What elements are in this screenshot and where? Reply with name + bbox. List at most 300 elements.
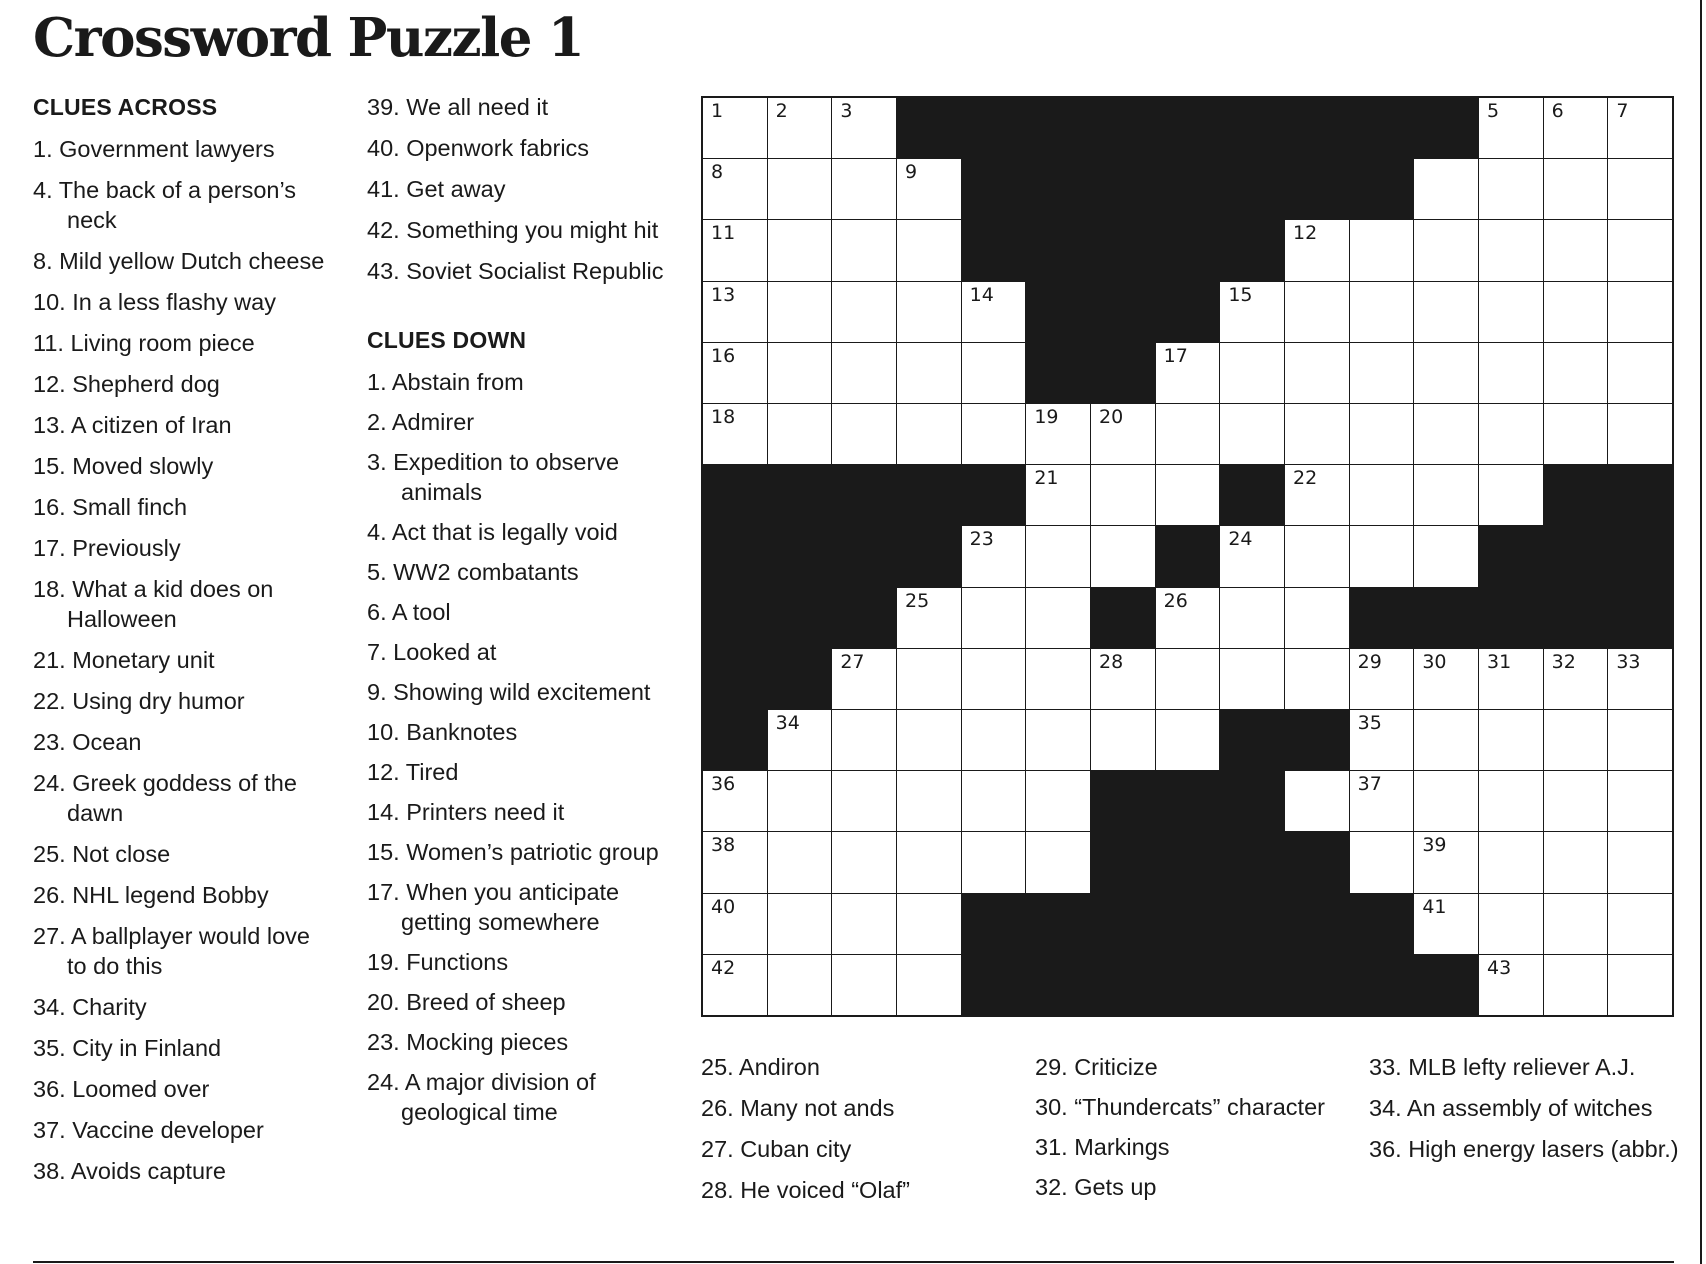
grid-cell[interactable] [1608,404,1672,464]
grid-cell[interactable] [1026,649,1090,709]
grid-block [1091,588,1155,648]
cell-number: 15 [1228,283,1253,306]
grid-cell[interactable] [1608,98,1672,158]
down-clue: 2. Admirer [367,409,475,435]
grid-cell[interactable] [1026,526,1090,586]
down-clue-list-continued [1035,1052,1335,1202]
grid-cell[interactable] [1285,465,1349,525]
grid-cell[interactable] [1156,710,1220,770]
grid-cell[interactable] [1479,832,1543,892]
grid-cell[interactable] [897,771,961,831]
grid-block [1156,771,1220,831]
grid-cell[interactable] [832,771,896,831]
grid-cell[interactable] [1414,832,1478,892]
grid-block [1091,832,1155,892]
grid-cell[interactable] [768,343,832,403]
grid-cell[interactable] [1350,526,1414,586]
grid-cell[interactable] [1479,465,1543,525]
grid-block [1220,955,1284,1015]
grid-cell[interactable] [832,832,896,892]
grid-cell[interactable] [1414,894,1478,954]
cell-number: 36 [711,773,736,796]
cell-number: 23 [969,528,994,551]
grid-cell[interactable] [832,343,896,403]
grid-cell[interactable] [1156,404,1220,464]
grid-cell[interactable] [897,649,961,709]
grid-block [1091,220,1155,280]
grid-cell[interactable] [1350,220,1414,280]
grid-block [1414,955,1478,1015]
grid-cell[interactable] [832,894,896,954]
grid-cell[interactable] [768,955,832,1015]
grid-cell[interactable] [897,710,961,770]
grid-cell[interactable] [1608,220,1672,280]
grid-block [1285,894,1349,954]
across-clue: 34. Charity [33,994,147,1020]
cell-number: 12 [1293,222,1318,245]
grid-cell[interactable] [1350,343,1414,403]
across-clue: 27. A ballplayer would love to do this [33,923,310,979]
grid-block [1026,98,1090,158]
grid-cell[interactable] [768,894,832,954]
grid-cell[interactable] [1350,404,1414,464]
grid-block [1220,159,1284,219]
grid-cell[interactable] [832,159,896,219]
across-clue: 23. Ocean [33,729,142,755]
grid-block [1544,465,1608,525]
grid-block [1156,832,1220,892]
down-clue: 28. He voiced “Olaf” [701,1177,910,1203]
grid-cell[interactable] [1414,526,1478,586]
grid-cell[interactable] [768,282,832,342]
grid-cell[interactable] [703,771,767,831]
across-clue: 43. Soviet Socialist Republic [367,258,664,284]
grid-cell[interactable] [1479,282,1543,342]
grid-block [897,465,961,525]
grid-cell[interactable] [1608,894,1672,954]
grid-block [1156,282,1220,342]
across-clue: 15. Moved slowly [33,453,214,479]
grid-block [1350,894,1414,954]
grid-block [1091,282,1155,342]
grid-block [1608,465,1672,525]
grid-cell[interactable] [1479,955,1543,1015]
grid-cell[interactable] [1091,526,1155,586]
grid-cell[interactable] [1414,404,1478,464]
across-heading: CLUES ACROSS [33,94,218,120]
grid-cell[interactable] [1220,404,1284,464]
grid-cell[interactable] [962,649,1026,709]
cell-number: 11 [711,222,736,245]
cell-number: 27 [840,650,865,673]
grid-cell[interactable] [1285,343,1349,403]
grid-cell[interactable] [1414,220,1478,280]
grid-block [703,710,767,770]
down-clues-column-5 [1369,1052,1679,1175]
grid-cell[interactable] [1544,159,1608,219]
across-clue: 22. Using dry humor [33,688,245,714]
grid-block [703,526,767,586]
grid-cell[interactable] [962,832,1026,892]
grid-block [832,465,896,525]
cell-number: 38 [711,834,736,857]
grid-cell[interactable] [832,220,896,280]
cell-number: 35 [1357,712,1382,734]
grid-block [768,649,832,709]
grid-cell[interactable] [962,710,1026,770]
cell-number: 17 [1163,344,1188,367]
across-clue-list-continued [367,92,687,286]
across-clue: 37. Vaccine developer [33,1117,264,1143]
grid-cell[interactable] [1091,710,1155,770]
grid-cell[interactable] [1544,404,1608,464]
grid-cell[interactable] [703,220,767,280]
grid-cell[interactable] [1414,159,1478,219]
grid-cell[interactable] [703,894,767,954]
grid-cell[interactable] [768,832,832,892]
grid-cell[interactable] [1544,710,1608,770]
grid-block [1285,710,1349,770]
grid-cell[interactable] [1608,282,1672,342]
right-edge-line [1700,0,1702,1264]
grid-block [1220,894,1284,954]
grid-cell[interactable] [1608,832,1672,892]
grid-cell[interactable] [1220,649,1284,709]
grid-cell[interactable] [1350,649,1414,709]
grid-cell[interactable] [1479,771,1543,831]
grid-block [1285,98,1349,158]
puzzle-title: Crossword Puzzle 1 [33,7,584,69]
cell-number: 9 [905,161,918,184]
across-clue: 21. Monetary unit [33,647,215,673]
cell-number: 21 [1034,467,1059,490]
down-clue: 1. Abstain from [367,369,524,395]
grid-block [962,159,1026,219]
grid-cell[interactable] [1156,343,1220,403]
across-clue: 42. Something you might hit [367,217,659,243]
grid-cell[interactable] [1091,404,1155,464]
grid-cell[interactable] [1608,771,1672,831]
grid-cell[interactable] [1285,771,1349,831]
bottom-divider [33,1261,1674,1263]
grid-block [1156,159,1220,219]
across-clue: 8. Mild yellow Dutch cheese [33,248,325,274]
grid-cell[interactable] [1350,282,1414,342]
down-clue: 7. Looked at [367,639,497,665]
grid-block [1091,771,1155,831]
grid-cell[interactable] [703,955,767,1015]
grid-cell[interactable] [1608,955,1672,1015]
across-clue: 10. In a less flashy way [33,289,276,315]
grid-cell[interactable] [1479,649,1543,709]
cell-number: 37 [1357,773,1382,796]
grid-cell[interactable] [832,404,896,464]
down-clues-column-3 [701,1052,1001,1216]
grid-block [1091,159,1155,219]
grid-cell[interactable] [962,771,1026,831]
grid-block [1091,955,1155,1015]
grid-cell[interactable] [1608,649,1672,709]
grid-block [1414,588,1478,648]
grid-cell[interactable] [1220,282,1284,342]
grid-cell[interactable] [1285,404,1349,464]
grid-cell[interactable] [1544,832,1608,892]
grid-cell[interactable] [768,220,832,280]
cell-number: 40 [711,895,736,918]
grid-cell[interactable] [1414,710,1478,770]
down-clue-list-continued [1369,1052,1679,1164]
grid-block [1156,526,1220,586]
grid-cell[interactable] [1026,771,1090,831]
grid-cell[interactable] [897,159,961,219]
grid-cell[interactable] [832,955,896,1015]
grid-block [897,98,961,158]
cell-number: 28 [1099,650,1124,673]
down-heading: CLUES DOWN [367,327,527,353]
down-clue: 4. Act that is legally void [367,519,618,545]
grid-block [832,588,896,648]
grid-cell[interactable] [1479,98,1543,158]
down-clue: 10. Banknotes [367,719,518,745]
down-clue: 20. Breed of sheep [367,989,566,1015]
grid-cell[interactable] [1156,588,1220,648]
cell-number: 39 [1422,834,1447,857]
down-clue: 19. Functions [367,949,509,975]
across-clues-column-1 [33,92,333,1197]
grid-cell[interactable] [1091,649,1155,709]
down-clue: 5. WW2 combatants [367,559,579,585]
grid-cell[interactable] [768,159,832,219]
grid-cell[interactable] [1285,220,1349,280]
grid-cell[interactable] [897,282,961,342]
grid-cell[interactable] [703,404,767,464]
cell-number: 1 [711,100,724,122]
down-clue: 12. Tired [367,759,459,785]
grid-block [1026,343,1090,403]
grid-block [1285,955,1349,1015]
grid-block [962,465,1026,525]
grid-cell[interactable] [703,282,767,342]
grid-block [703,588,767,648]
grid-cell[interactable] [1156,465,1220,525]
grid-cell[interactable] [1414,649,1478,709]
across-clue: 18. What a kid does on Halloween [33,576,274,632]
grid-cell[interactable] [897,955,961,1015]
grid-cell[interactable] [1479,220,1543,280]
clues-column-2 [367,92,687,1137]
grid-block [1608,588,1672,648]
cell-number: 16 [711,344,736,367]
grid-cell[interactable] [962,404,1026,464]
grid-cell[interactable] [1544,894,1608,954]
cell-number: 31 [1487,650,1512,673]
across-clue: 1. Government lawyers [33,136,275,162]
across-clue-list [33,134,333,1186]
grid-block [1156,894,1220,954]
grid-cell[interactable] [768,404,832,464]
grid-block [1026,282,1090,342]
down-clue: 23. Mocking pieces [367,1029,569,1055]
grid-cell[interactable] [1544,220,1608,280]
grid-cell[interactable] [897,588,961,648]
grid-cell[interactable] [1350,771,1414,831]
grid-cell[interactable] [768,98,832,158]
cell-number: 34 [775,712,800,734]
grid-block [768,526,832,586]
grid-block [1350,159,1414,219]
grid-cell[interactable] [897,343,961,403]
grid-cell[interactable] [1220,588,1284,648]
grid-block [897,526,961,586]
grid-cell[interactable] [768,771,832,831]
down-clue: 24. A major division of geological time [367,1069,596,1125]
grid-block [1479,588,1543,648]
down-clue: 30. “Thundercats” character [1035,1094,1325,1120]
grid-cell[interactable] [1544,955,1608,1015]
grid-cell[interactable] [897,404,961,464]
grid-cell[interactable] [832,98,896,158]
across-clue: 17. Previously [33,535,181,561]
grid-block [1156,955,1220,1015]
grid-cell[interactable] [703,98,767,158]
grid-block [1350,588,1414,648]
grid-cell[interactable] [897,894,961,954]
grid-block [703,649,767,709]
grid-block [1350,98,1414,158]
grid-cell[interactable] [1544,343,1608,403]
grid-cell[interactable] [1608,159,1672,219]
across-clue: 12. Shepherd dog [33,371,220,397]
down-clue: 17. When you anticipate getting somewhere [367,879,620,935]
grid-cell[interactable] [1091,465,1155,525]
grid-cell[interactable] [1479,894,1543,954]
grid-cell[interactable] [1479,404,1543,464]
grid-cell[interactable] [1285,649,1349,709]
grid-cell[interactable] [1479,159,1543,219]
grid-cell[interactable] [1479,710,1543,770]
grid-cell[interactable] [1608,710,1672,770]
grid-cell[interactable] [1220,343,1284,403]
grid-block [1220,710,1284,770]
grid-block [1026,955,1090,1015]
cell-number: 22 [1293,467,1318,490]
cell-number: 25 [905,589,930,612]
cell-number: 41 [1422,895,1447,918]
cell-number: 6 [1551,100,1564,122]
grid-block [962,955,1026,1015]
across-clue: 40. Openwork fabrics [367,135,590,161]
across-clue: 11. Living room piece [33,330,255,356]
grid-cell[interactable] [1285,588,1349,648]
grid-cell[interactable] [1544,282,1608,342]
down-clue: 34. An assembly of witches [1369,1095,1653,1121]
across-clue: 39. We all need it [367,94,549,120]
cell-number: 29 [1357,650,1382,673]
grid-block [1026,220,1090,280]
grid-cell[interactable] [1544,771,1608,831]
cell-number: 33 [1616,650,1641,673]
across-clue: 25. Not close [33,841,171,867]
across-clue: 36. Loomed over [33,1076,210,1102]
grid-cell[interactable] [1285,282,1349,342]
grid-block [962,98,1026,158]
grid-block [1026,159,1090,219]
grid-cell[interactable] [1026,710,1090,770]
grid-cell[interactable] [832,282,896,342]
grid-cell[interactable] [703,159,767,219]
cell-number: 2 [775,100,788,122]
grid-cell[interactable] [1026,588,1090,648]
cell-number: 32 [1551,650,1576,673]
grid-cell[interactable] [1608,343,1672,403]
grid-block [1544,588,1608,648]
grid-cell[interactable] [1026,404,1090,464]
grid-cell[interactable] [1350,710,1414,770]
grid-cell[interactable] [1414,771,1478,831]
grid-cell[interactable] [1479,343,1543,403]
grid-cell[interactable] [832,710,896,770]
grid-cell[interactable] [1285,526,1349,586]
down-clue: 15. Women’s patriotic group [367,839,659,865]
grid-cell[interactable] [1544,98,1608,158]
cell-number: 30 [1422,650,1447,673]
grid-cell[interactable] [703,343,767,403]
grid-cell[interactable] [1156,649,1220,709]
grid-cell[interactable] [962,588,1026,648]
grid-cell[interactable] [832,649,896,709]
grid-cell[interactable] [897,832,961,892]
grid-cell[interactable] [768,710,832,770]
grid-cell[interactable] [1350,832,1414,892]
grid-block [1479,526,1543,586]
down-clue: 14. Printers need it [367,799,565,825]
across-clue: 41. Get away [367,176,506,202]
down-clue: 29. Criticize [1035,1054,1158,1080]
grid-cell[interactable] [1414,343,1478,403]
grid-cell[interactable] [962,282,1026,342]
cell-number: 8 [711,161,724,184]
grid-block [1285,159,1349,219]
down-clue: 25. Andiron [701,1054,820,1080]
grid-cell[interactable] [1350,465,1414,525]
down-clues-column-4 [1035,1052,1335,1212]
grid-block [1285,832,1349,892]
grid-block [832,526,896,586]
across-clue: 35. City in Finland [33,1035,222,1061]
down-clue: 36. High energy lasers (abbr.) [1369,1136,1679,1162]
grid-block [1414,98,1478,158]
grid-cell[interactable] [1544,649,1608,709]
grid-cell[interactable] [1220,526,1284,586]
grid-cell[interactable] [703,832,767,892]
cell-number: 42 [711,956,736,979]
grid-cell[interactable] [962,526,1026,586]
grid-cell[interactable] [1414,465,1478,525]
grid-cell[interactable] [1026,465,1090,525]
cell-number: 7 [1616,100,1629,122]
grid-cell[interactable] [897,220,961,280]
grid-cell[interactable] [1414,282,1478,342]
cell-number: 24 [1228,528,1253,551]
grid-cell[interactable] [1026,832,1090,892]
across-clue: 13. A citizen of Iran [33,412,232,438]
grid-block [1091,343,1155,403]
down-clue: 3. Expedition to observe animals [367,449,620,505]
grid-cell[interactable] [962,343,1026,403]
across-clue: 26. NHL legend Bobby [33,882,269,908]
grid-block [1220,220,1284,280]
cell-number: 5 [1487,100,1500,122]
